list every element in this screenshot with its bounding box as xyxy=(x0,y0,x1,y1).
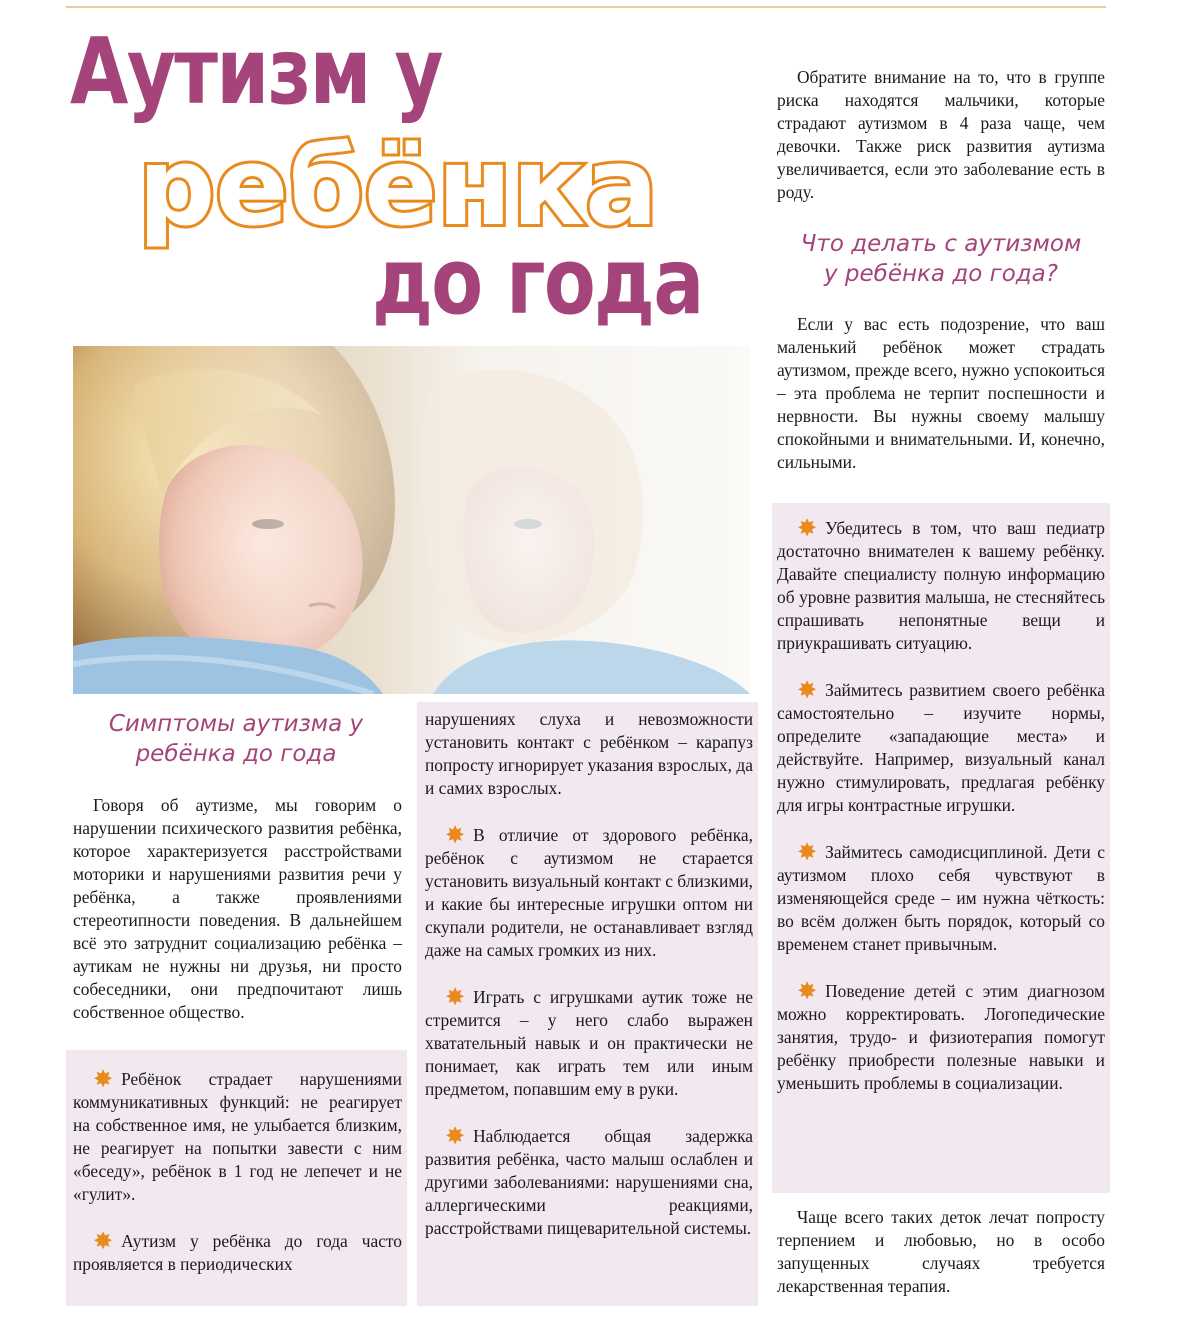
right-intro xyxy=(777,66,1105,204)
star-bullet-icon: ✸ xyxy=(445,1124,466,1150)
star-bullet-icon: ✸ xyxy=(797,840,818,866)
right-heading xyxy=(778,229,1104,289)
left-heading-line-2: ребёнка до года xyxy=(135,741,337,767)
title-line-2: ребёнка xyxy=(138,125,659,250)
star-bullet-icon: ✸ xyxy=(797,516,818,542)
left-bullet-1: ✸ Ребёнок страдает нарушениями коммуникативных функций: не реагирует на собственное имя, не улыбается близким, не реагирует на попытки завести с ним «беседу», ребёнок в 1 год не лепечет и не «гулит». xyxy=(73,1067,402,1204)
top-rule xyxy=(66,6,1106,8)
right-intro-text: Обратите внимание на то, что в группе риска находятся мальчики, которые страдают аутизмом в 4 раза чаще, чем девочки. Также риск развития аутизма увеличивается, если это заболевание есть в роду. xyxy=(777,67,1105,202)
middle-bullet-3: ✸ Наблюдается общая задержка развития ребёнка, часто малыш ослаблен и другими заболеваниями: нарушениями сна, аллергическими реакциями, расстройствами пищеварительной системы. xyxy=(425,1124,753,1238)
right-bullet-3: ✸ Займитесь самодисциплиной. Дети с аутизмом плохо себя чувствуют в изменяющейся среде – им нужна чёткость: во всём должен быть порядок, который со временем станет привычным. xyxy=(777,840,1105,954)
left-bullet-2: ✸ Аутизм у ребёнка до года часто проявляется в периодических xyxy=(73,1229,402,1274)
right-para2-text: Если у вас есть подозрение, что ваш маленький ребёнок может страдать аутизмом, прежде всего, нужно успокоиться – эта проблема не терпит поспешности и нервности. Вы нужны своему малышу спокойными и внимательными. И, конечно, сильными. xyxy=(777,314,1106,472)
left-bullets xyxy=(73,1068,402,1276)
right-bullet-2: ✸ Займитесь развитием своего ребёнка самостоятельно – изучите нормы, определите «западающие места» и действуйте. Например, визуальный канал нужно стимулировать, предлагая ребёнку для игры контрастные игрушки. xyxy=(777,678,1105,815)
right-closing xyxy=(777,1206,1105,1298)
middle-column xyxy=(425,708,753,1240)
title-line-3: до года xyxy=(372,228,703,335)
article-photo xyxy=(73,346,750,694)
right-closing-text: Чаще всего таких деток лечат попросту терпением и любовью, но в особо запущенных случаях требуется лекарственная терапия. xyxy=(777,1207,1105,1296)
left-heading xyxy=(80,709,392,769)
left-heading-line-1: Симптомы аутизма у xyxy=(108,711,364,737)
child-reflection-image xyxy=(73,346,750,694)
right-para2 xyxy=(777,313,1105,474)
right-heading-line-1: Что делать с аутизмом xyxy=(800,231,1082,257)
star-bullet-icon: ✸ xyxy=(445,823,466,849)
left-intro-text: Говоря об аутизме, мы говорим о нарушении психического развития ребёнка, которое характеризуется расстройствами моторики и нарушениями развития речи у ребёнка, а также проявлениями стереотипности поведения. В дальнейшем всё это затруднит социализацию ребёнка – аутикам не нужны ни друзья, ни просто собеседники, они предпочитают лишь собственное общество. xyxy=(73,795,402,1022)
right-bullet-4: ✸ Поведение детей с этим диагнозом можно корректировать. Логопедические занятия, трудо- и физиотерапия помогут ребёнку приобрести полезные навыки и уменьшить проблемы в социализации. xyxy=(777,979,1105,1093)
middle-continuation: нарушениях слуха и невозможности установить контакт с ребёнком – карапуз попросту игнорирует указания взрослых, да и самих взрослых. xyxy=(425,709,753,798)
star-bullet-icon: ✸ xyxy=(797,678,818,704)
star-bullet-icon: ✸ xyxy=(93,1229,114,1255)
star-bullet-icon: ✸ xyxy=(93,1067,114,1093)
middle-bullet-1: ✸ В отличие от здорового ребёнка, ребёнок с аутизмом не старается установить визуальный контакт с близкими, и какие бы интересные игрушки оптом ни скупали родители, не останавливает взгляд даже на самых громких из них. xyxy=(425,823,753,960)
left-intro xyxy=(73,794,402,1024)
star-bullet-icon: ✸ xyxy=(797,979,818,1005)
right-bullets xyxy=(777,517,1105,1095)
right-bullet-1: ✸ Убедитесь в том, что ваш педиатр достаточно внимателен к вашему ребёнку. Давайте специалисту полную информацию об уровне развития малыша, не стесняйтесь спрашивать непонятные вещи и приукрашивать ситуацию. xyxy=(777,516,1105,653)
star-bullet-icon: ✸ xyxy=(445,985,466,1011)
title-line-1: Аутизм у xyxy=(70,18,442,125)
middle-bullet-2: ✸ Играть с игрушками аутик тоже не стремится – у него слабо выражен хватательный навык и он практически не понимает, как играть тем или иным предметом, попавшим ему в руки. xyxy=(425,985,753,1099)
right-heading-line-2: у ребёнка до года? xyxy=(824,261,1058,287)
